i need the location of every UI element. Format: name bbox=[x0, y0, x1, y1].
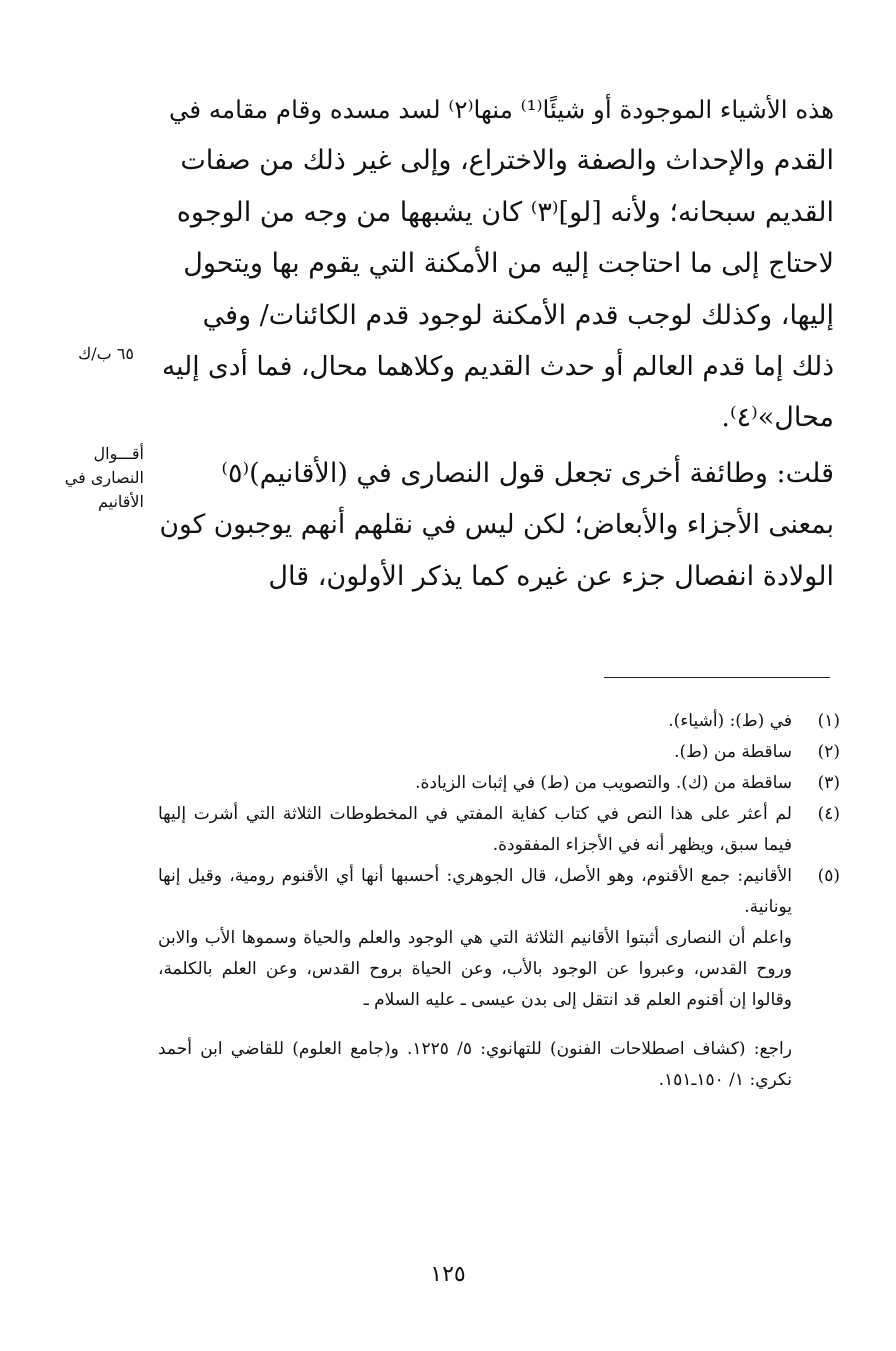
text-line: محال»⁽٤⁾. bbox=[721, 402, 834, 434]
text-line: القدم والإحداث والصفة والاختراع، وإلى غير ذلك من صفات bbox=[180, 145, 834, 177]
footnote bbox=[158, 737, 840, 768]
footnote-reference: راجع: (كشاف اصطلاحات الفنون) للتهانوي: ٥/ ١٢٢٥. و(جامع العلوم) للقاضي ابن أحمد نكري: ١/ ١٥٠ـ١٥١. bbox=[158, 1039, 792, 1090]
paragraph-2 bbox=[158, 448, 834, 602]
text-line: هذه الأشياء الموجودة أو شيئًا⁽¹⁾ منها⁽٢⁾ لسد مسده وقام مقامه في bbox=[168, 95, 834, 124]
text-line: الولادة انفصال جزء عن غيره كما يذكر الأولون، قال bbox=[268, 560, 834, 592]
footnote-number: (١) bbox=[817, 711, 840, 731]
footnote-text: لم أعثر على هذا النص في كتاب كفاية المفتي في المخطوطات الثلاثة التي أشرت إليها فيما سبق، ويظهر أنه في الأجزاء المفقودة. bbox=[158, 804, 792, 855]
margin-topic-note bbox=[44, 442, 144, 514]
footnote bbox=[158, 799, 840, 861]
footnote bbox=[158, 768, 840, 799]
margin-note-line: النصارى في bbox=[64, 468, 144, 487]
text-line: إليها، وكذلك لوجب قدم الأمكنة لوجود قدم الكائنات/ وفي bbox=[202, 299, 834, 331]
footnote-text: ساقطة من (ك). والتصويب من (ط) في إثبات الزيادة. bbox=[415, 773, 792, 793]
footnote-text: في (ط): (أشياء). bbox=[668, 711, 792, 731]
footnote bbox=[158, 861, 840, 923]
margin-note-line: أقـــوال bbox=[93, 444, 144, 463]
footnote-continuation: واعلم أن النصارى أثبتوا الأقانيم الثلاثة التي هي الوجود والعلم والحياة وسموها الأب والابن وروح القدس، وعبروا عن الوجود بالأب، وعن الحياة بروح القدس، وعن العلم بالكلمة، وقالوا إن أقنوم العلم قد انتقل إلى بدن عيسى ـ عليه السلام ـ bbox=[158, 928, 792, 1010]
footnotes bbox=[158, 706, 840, 1096]
footnote-separator bbox=[604, 677, 830, 678]
main-text bbox=[158, 84, 834, 602]
footnote-text: الأقانيم: جمع الأقنوم، وهو الأصل، قال الجوهري: أحسبها أنها أي الأقنوم رومية، وقيل إنها يونانية. bbox=[158, 866, 792, 917]
footnote-text: ساقطة من (ط). bbox=[674, 742, 792, 762]
footnote bbox=[158, 706, 840, 737]
folio-marker: ٦٥ ب/ك bbox=[78, 344, 134, 363]
text-line: ذلك إما قدم العالم أو حدث القديم وكلاهما محال، فما أدى إليه bbox=[161, 350, 834, 382]
footnote-number: (٥) bbox=[817, 866, 840, 886]
text-line: بمعنى الأجزاء والأبعاض؛ لكن ليس في نقلهم أنهم يوجبون كون bbox=[159, 509, 834, 541]
footnote-number: (٣) bbox=[817, 773, 840, 793]
footnote-spacer bbox=[158, 1016, 840, 1034]
text-line: قلت: وطائفة أخرى تجعل قول النصارى في (الأقانيم)⁽٥⁾ bbox=[221, 457, 834, 489]
margin-note-line: الأقانيم bbox=[97, 492, 144, 511]
text-line: لاحتاج إلى ما احتاجت إليه من الأمكنة التي يقوم بها ويتحول bbox=[183, 248, 834, 280]
text-line: القديم سبحانه؛ ولأنه [لو]⁽٣⁾ كان يشبهها من وجه من الوجوه bbox=[176, 196, 834, 228]
paragraph-1 bbox=[158, 84, 834, 444]
page-number: ١٢٥ bbox=[430, 1262, 466, 1287]
footnote-number: (٢) bbox=[817, 742, 840, 762]
footnote-number: (٤) bbox=[817, 804, 840, 824]
